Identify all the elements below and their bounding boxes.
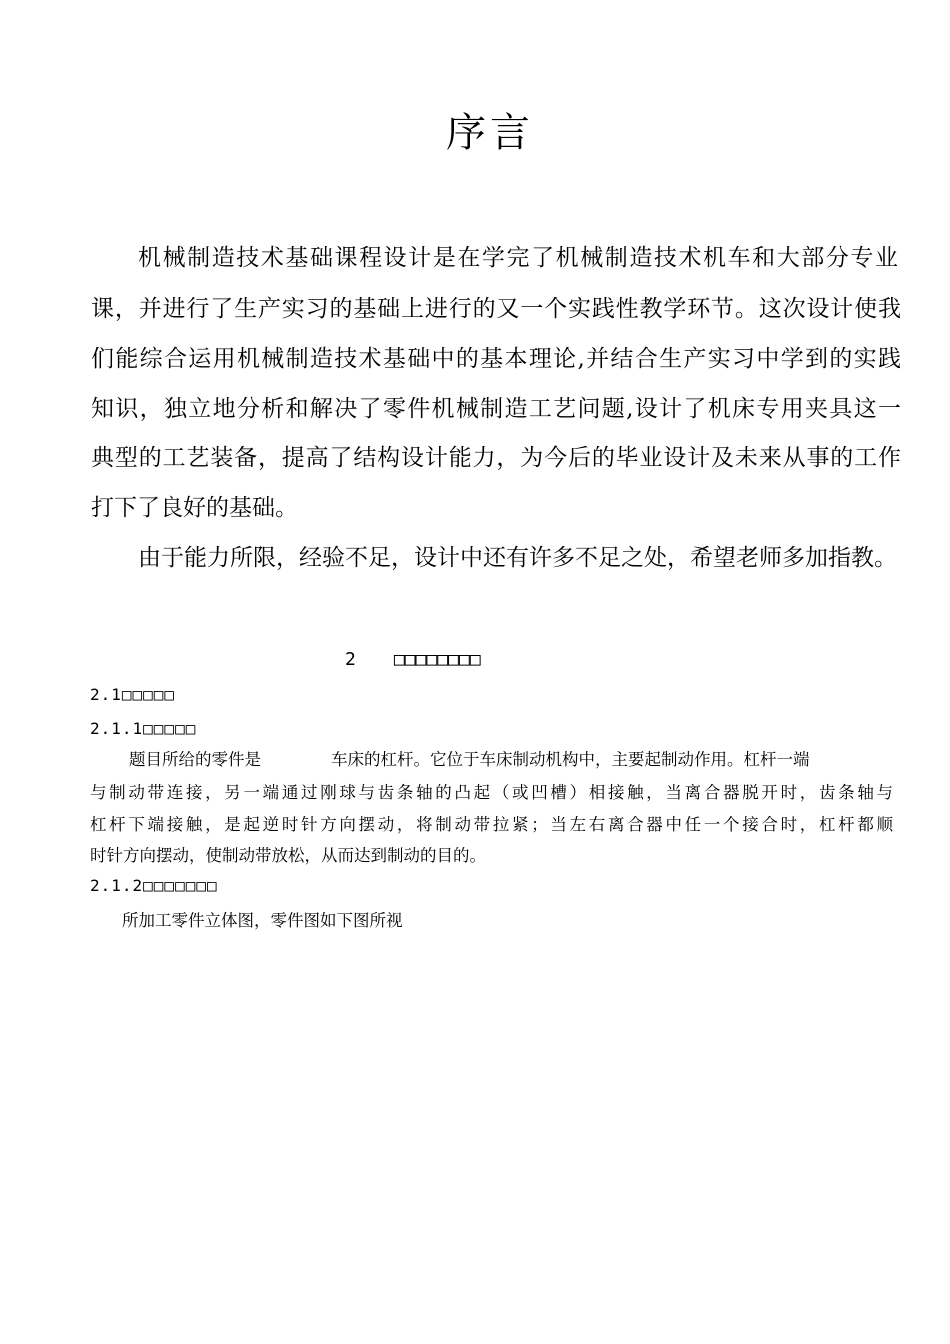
page-title: 序言 <box>446 110 534 156</box>
part-description-line-2: 与制动带连接，另一端通过刚球与齿条轴的凸起（或凹槽）相接触，当离合器脱开时，齿条轴与 <box>90 783 893 802</box>
part-description-line-1 <box>129 749 810 771</box>
section-2-heading <box>345 648 481 672</box>
subsection-2-1-1-heading: 2.1.1□□□□□ <box>90 719 197 738</box>
part-drawing-note: 所加工零件立体图，零件图如下图所视 <box>122 911 403 930</box>
preface-line-6: 打下了良好的基础。 <box>91 495 298 521</box>
preface-line-2: 课，并进行了生产实习的基础上进行的又一个实践性教学环节。这次设计使我 <box>91 296 901 322</box>
part-description-rest: 车床的杠杆。它位于车床制动机构中，主要起制动作用。杠杆一端 <box>331 750 810 769</box>
section-2-title: □□□□□□□□ <box>393 649 481 670</box>
preface-paragraph-2: 由于能力所限，经验不足，设计中还有许多不足之处，希望老师多加指教。 <box>138 545 897 571</box>
part-description-line-4: 时针方向摆动，使制动带放松，从而达到制动的目的。 <box>90 846 486 865</box>
subsection-2-1-heading: 2.1□□□□□ <box>90 685 176 704</box>
preface-line-4: 知识，独立地分析和解决了零件机械制造工艺问题,设计了机床专用夹具这一 <box>91 396 901 422</box>
preface-line-3: 们能综合运用机械制造技术基础中的基本理论,并结合生产实习中学到的实践 <box>91 346 901 372</box>
part-description-start: 题目所给的零件是 <box>129 750 261 769</box>
part-description-line-3: 杠杆下端接触，是起逆时针方向摆动，将制动带拉紧；当左右离合器中任一个接合时，杠杆都顺 <box>90 815 893 834</box>
preface-line-1: 机械制造技术基础课程设计是在学完了机械制造技术机车和大部分专业 <box>138 245 898 271</box>
preface-line-5: 典型的工艺装备，提高了结构设计能力，为今后的毕业设计及未来从事的工作 <box>91 445 901 471</box>
section-2-number: 2 <box>345 649 356 670</box>
subsection-2-1-2-heading: 2.1.2□□□□□□□ <box>90 876 218 895</box>
